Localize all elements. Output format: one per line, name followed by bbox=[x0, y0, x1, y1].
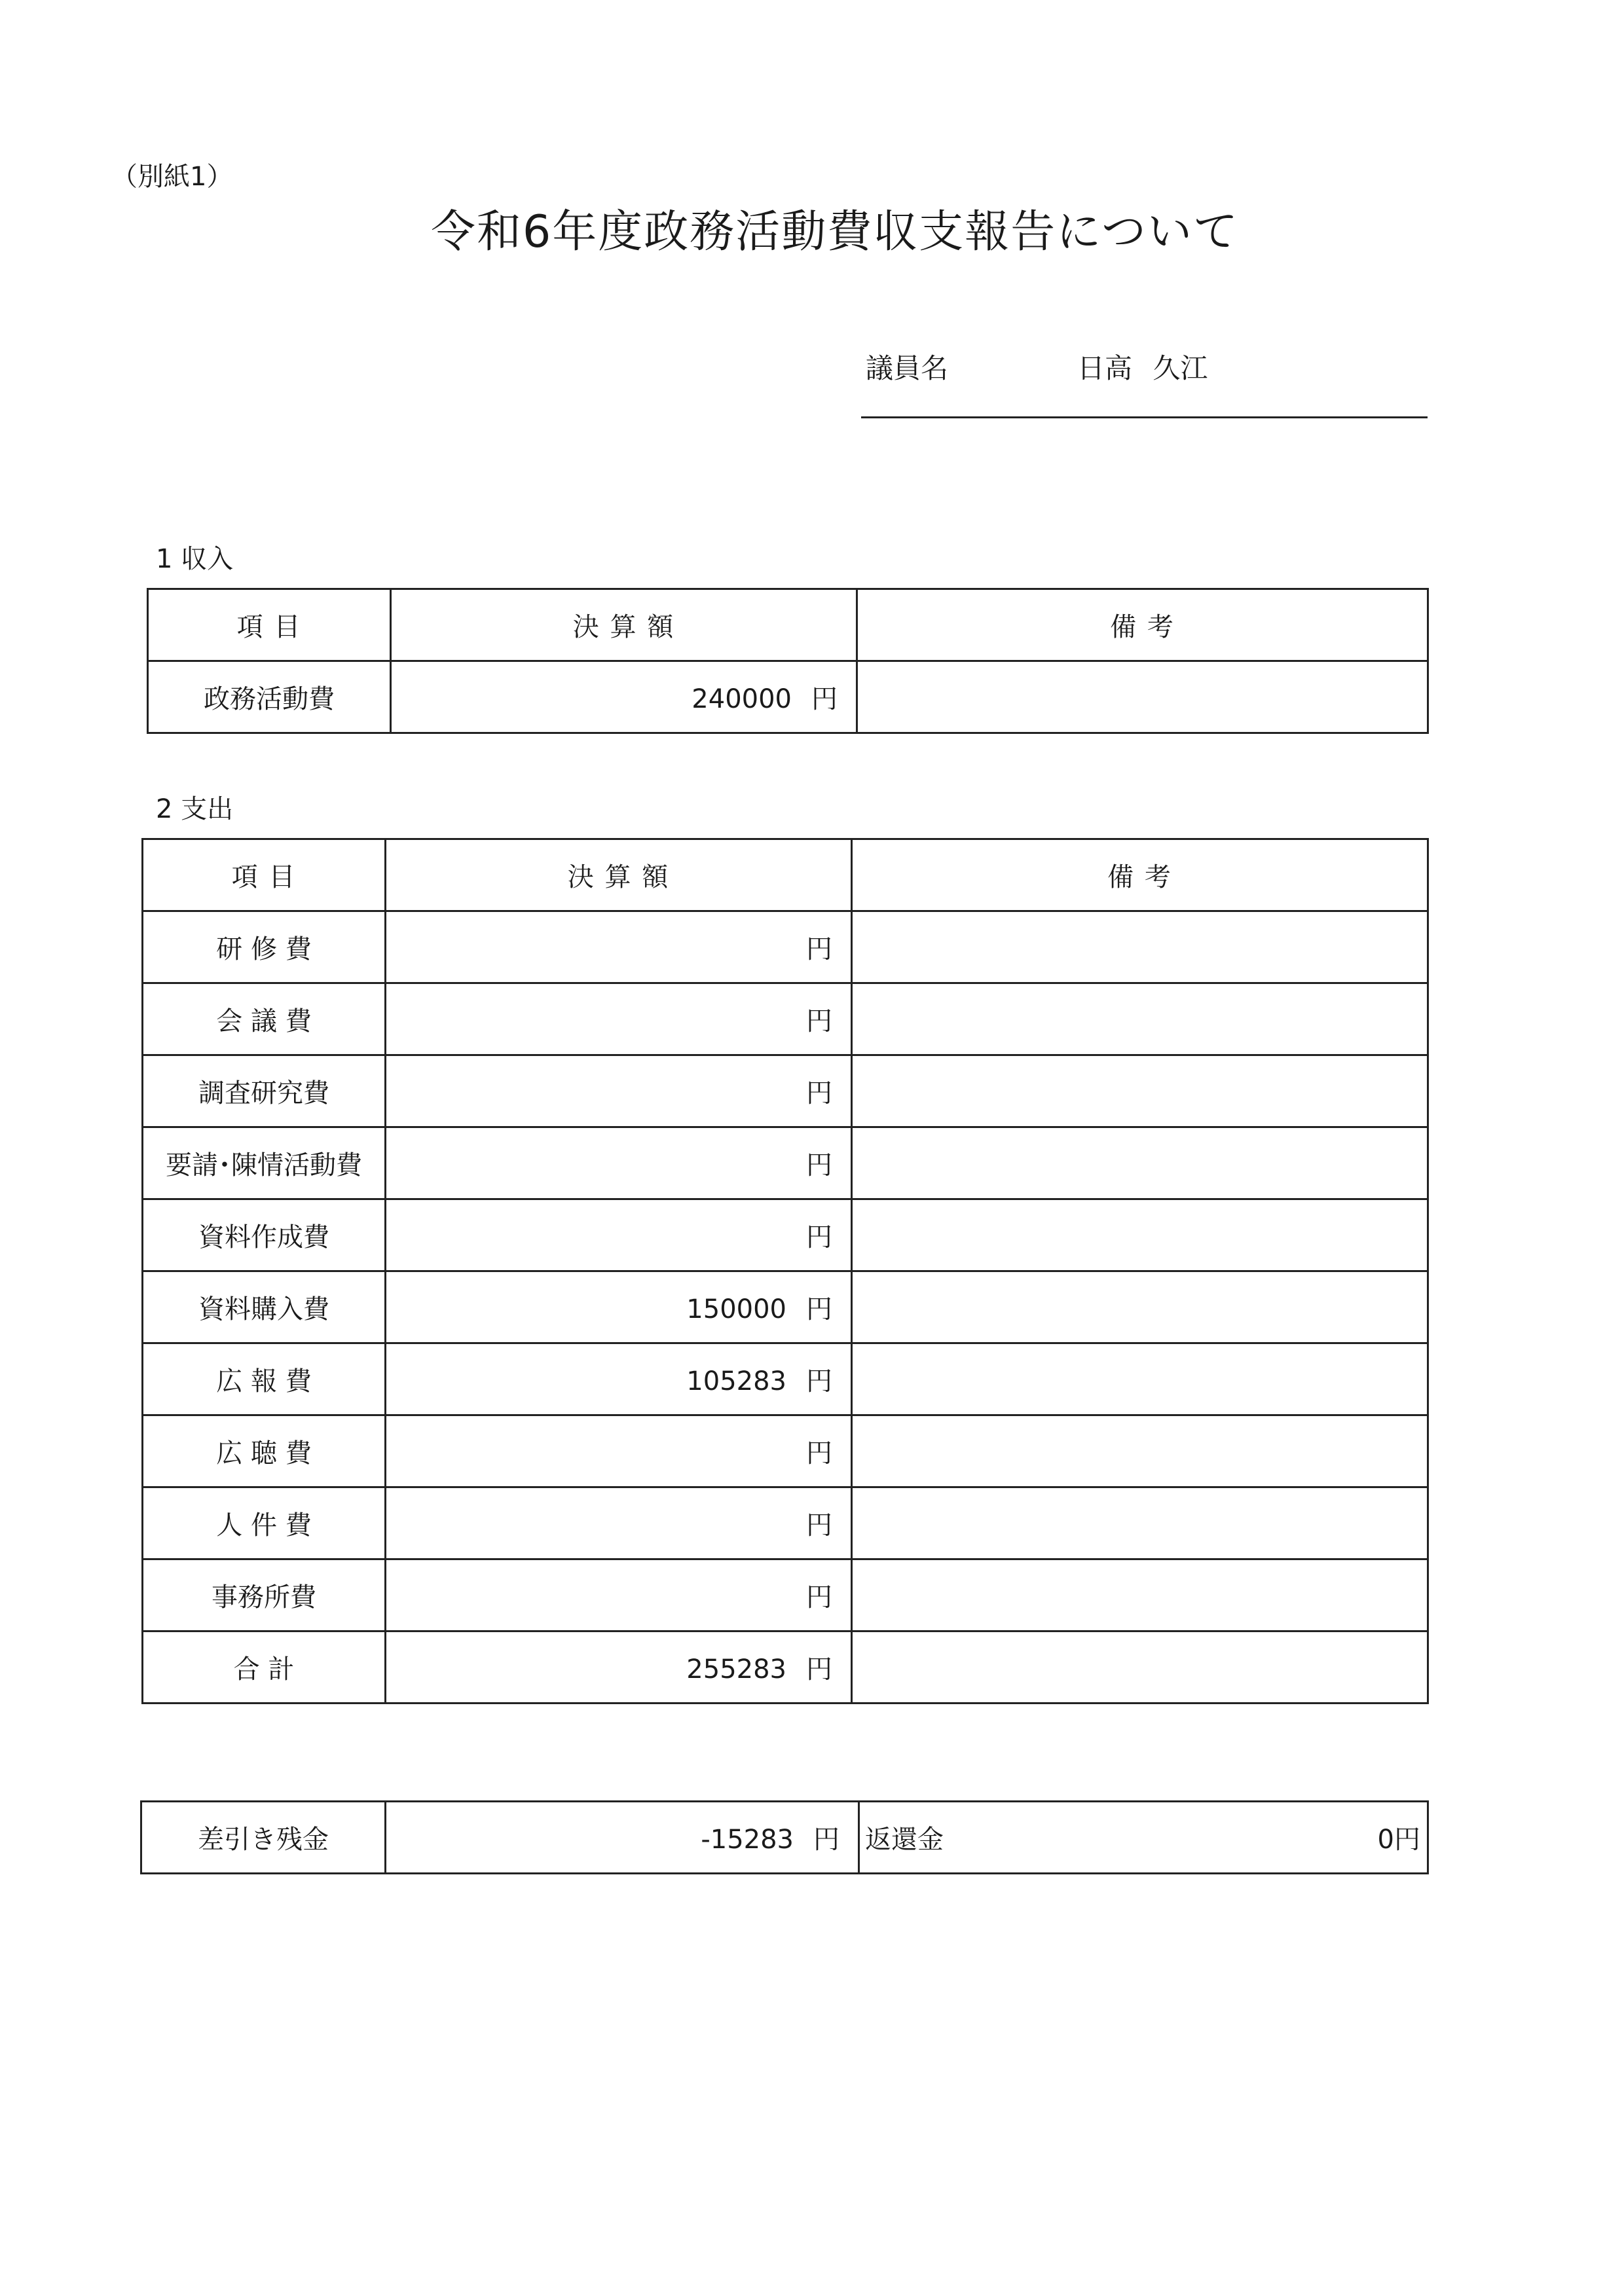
yen-unit: 円 bbox=[806, 1078, 832, 1108]
income-table bbox=[147, 588, 1429, 734]
income-amount: 240000 bbox=[692, 684, 792, 714]
expense-remarks bbox=[852, 1271, 1428, 1343]
total-row bbox=[143, 1631, 1428, 1704]
table-row bbox=[148, 661, 1428, 733]
expense-remarks bbox=[852, 1415, 1428, 1487]
expense-amount-cell bbox=[386, 911, 852, 983]
expense-remarks bbox=[852, 1127, 1428, 1199]
total-remarks bbox=[852, 1631, 1428, 1704]
expense-remarks bbox=[852, 1487, 1428, 1559]
balance-amount: -15283 bbox=[701, 1825, 794, 1855]
expense-amount-cell bbox=[386, 1127, 852, 1199]
total-amount-cell bbox=[386, 1631, 852, 1704]
header-remarks: 備 考 bbox=[857, 589, 1428, 661]
expense-item: 人 件 費 bbox=[143, 1487, 386, 1559]
income-header-row bbox=[148, 589, 1428, 661]
income-remarks bbox=[857, 661, 1428, 733]
table-row bbox=[143, 1127, 1428, 1199]
expense-remarks bbox=[852, 1559, 1428, 1631]
yen-unit: 円 bbox=[806, 1510, 832, 1540]
expense-remarks bbox=[852, 1055, 1428, 1127]
yen-unit: 円 bbox=[806, 1006, 832, 1036]
refund-label: 返還金 bbox=[859, 1802, 957, 1874]
balance-label: 差引き残金 bbox=[141, 1802, 386, 1874]
yen-unit: 円 bbox=[806, 1654, 832, 1685]
expense-remarks bbox=[852, 983, 1428, 1055]
expense-amount-cell bbox=[386, 1343, 852, 1415]
table-row bbox=[143, 1487, 1428, 1559]
yen-unit: 円 bbox=[806, 1582, 832, 1613]
refund-amount: 0円 bbox=[957, 1802, 1428, 1874]
table-row bbox=[143, 1343, 1428, 1415]
expense-item: 会 議 費 bbox=[143, 983, 386, 1055]
yen-unit: 円 bbox=[811, 684, 838, 714]
balance-table bbox=[140, 1800, 1429, 1874]
expense-amount: 150000 bbox=[686, 1294, 786, 1324]
expense-item: 広 聴 費 bbox=[143, 1415, 386, 1487]
expense-amount: 105283 bbox=[686, 1366, 786, 1396]
header-item: 項 目 bbox=[143, 839, 386, 911]
total-label: 合 計 bbox=[143, 1631, 386, 1704]
expense-item: 要請･陳情活動費 bbox=[143, 1127, 386, 1199]
yen-unit: 円 bbox=[806, 934, 832, 964]
expense-remarks bbox=[852, 911, 1428, 983]
header-remarks: 備 考 bbox=[852, 839, 1428, 911]
table-row bbox=[143, 1415, 1428, 1487]
expense-amount-cell bbox=[386, 1487, 852, 1559]
yen-unit: 円 bbox=[806, 1438, 832, 1468]
header-item: 項 目 bbox=[148, 589, 391, 661]
expenditure-header-row bbox=[143, 839, 1428, 911]
table-row bbox=[143, 1559, 1428, 1631]
expense-amount-cell bbox=[386, 1559, 852, 1631]
expense-item: 研 修 費 bbox=[143, 911, 386, 983]
yen-unit: 円 bbox=[806, 1222, 832, 1252]
table-row bbox=[143, 983, 1428, 1055]
balance-amount-cell bbox=[386, 1802, 859, 1874]
expenditure-section-label: 2 支出 bbox=[156, 794, 234, 824]
yen-unit: 円 bbox=[806, 1294, 832, 1324]
expense-amount-cell bbox=[386, 1271, 852, 1343]
expenditure-table bbox=[141, 838, 1429, 1704]
total-amount: 255283 bbox=[686, 1654, 786, 1685]
income-amount-cell bbox=[391, 661, 857, 733]
expense-item: 資料作成費 bbox=[143, 1199, 386, 1271]
expense-item: 広 報 費 bbox=[143, 1343, 386, 1415]
header-amount: 決 算 額 bbox=[386, 839, 852, 911]
expense-amount-cell bbox=[386, 983, 852, 1055]
signature-underline bbox=[861, 416, 1428, 418]
page-title: 令和6年度政務活動費収支報告について bbox=[431, 206, 1239, 258]
header-amount: 決 算 額 bbox=[391, 589, 857, 661]
expense-remarks bbox=[852, 1199, 1428, 1271]
expense-amount-cell bbox=[386, 1055, 852, 1127]
expense-item: 事務所費 bbox=[143, 1559, 386, 1631]
income-section-label: 1 収入 bbox=[156, 544, 234, 574]
table-row bbox=[143, 911, 1428, 983]
member-name: 日高 久江 bbox=[1077, 352, 1208, 384]
expense-item: 調査研究費 bbox=[143, 1055, 386, 1127]
expense-amount-cell bbox=[386, 1199, 852, 1271]
table-row bbox=[143, 1199, 1428, 1271]
table-row bbox=[143, 1271, 1428, 1343]
annex-label: （別紙1） bbox=[111, 162, 233, 192]
yen-unit: 円 bbox=[813, 1825, 840, 1855]
expense-amount-cell bbox=[386, 1415, 852, 1487]
table-row bbox=[143, 1055, 1428, 1127]
expense-remarks bbox=[852, 1343, 1428, 1415]
income-item: 政務活動費 bbox=[148, 661, 391, 733]
expense-item: 資料購入費 bbox=[143, 1271, 386, 1343]
balance-row bbox=[141, 1802, 1428, 1874]
yen-unit: 円 bbox=[806, 1150, 832, 1180]
yen-unit: 円 bbox=[806, 1366, 832, 1396]
member-label: 議員名 bbox=[866, 352, 949, 384]
